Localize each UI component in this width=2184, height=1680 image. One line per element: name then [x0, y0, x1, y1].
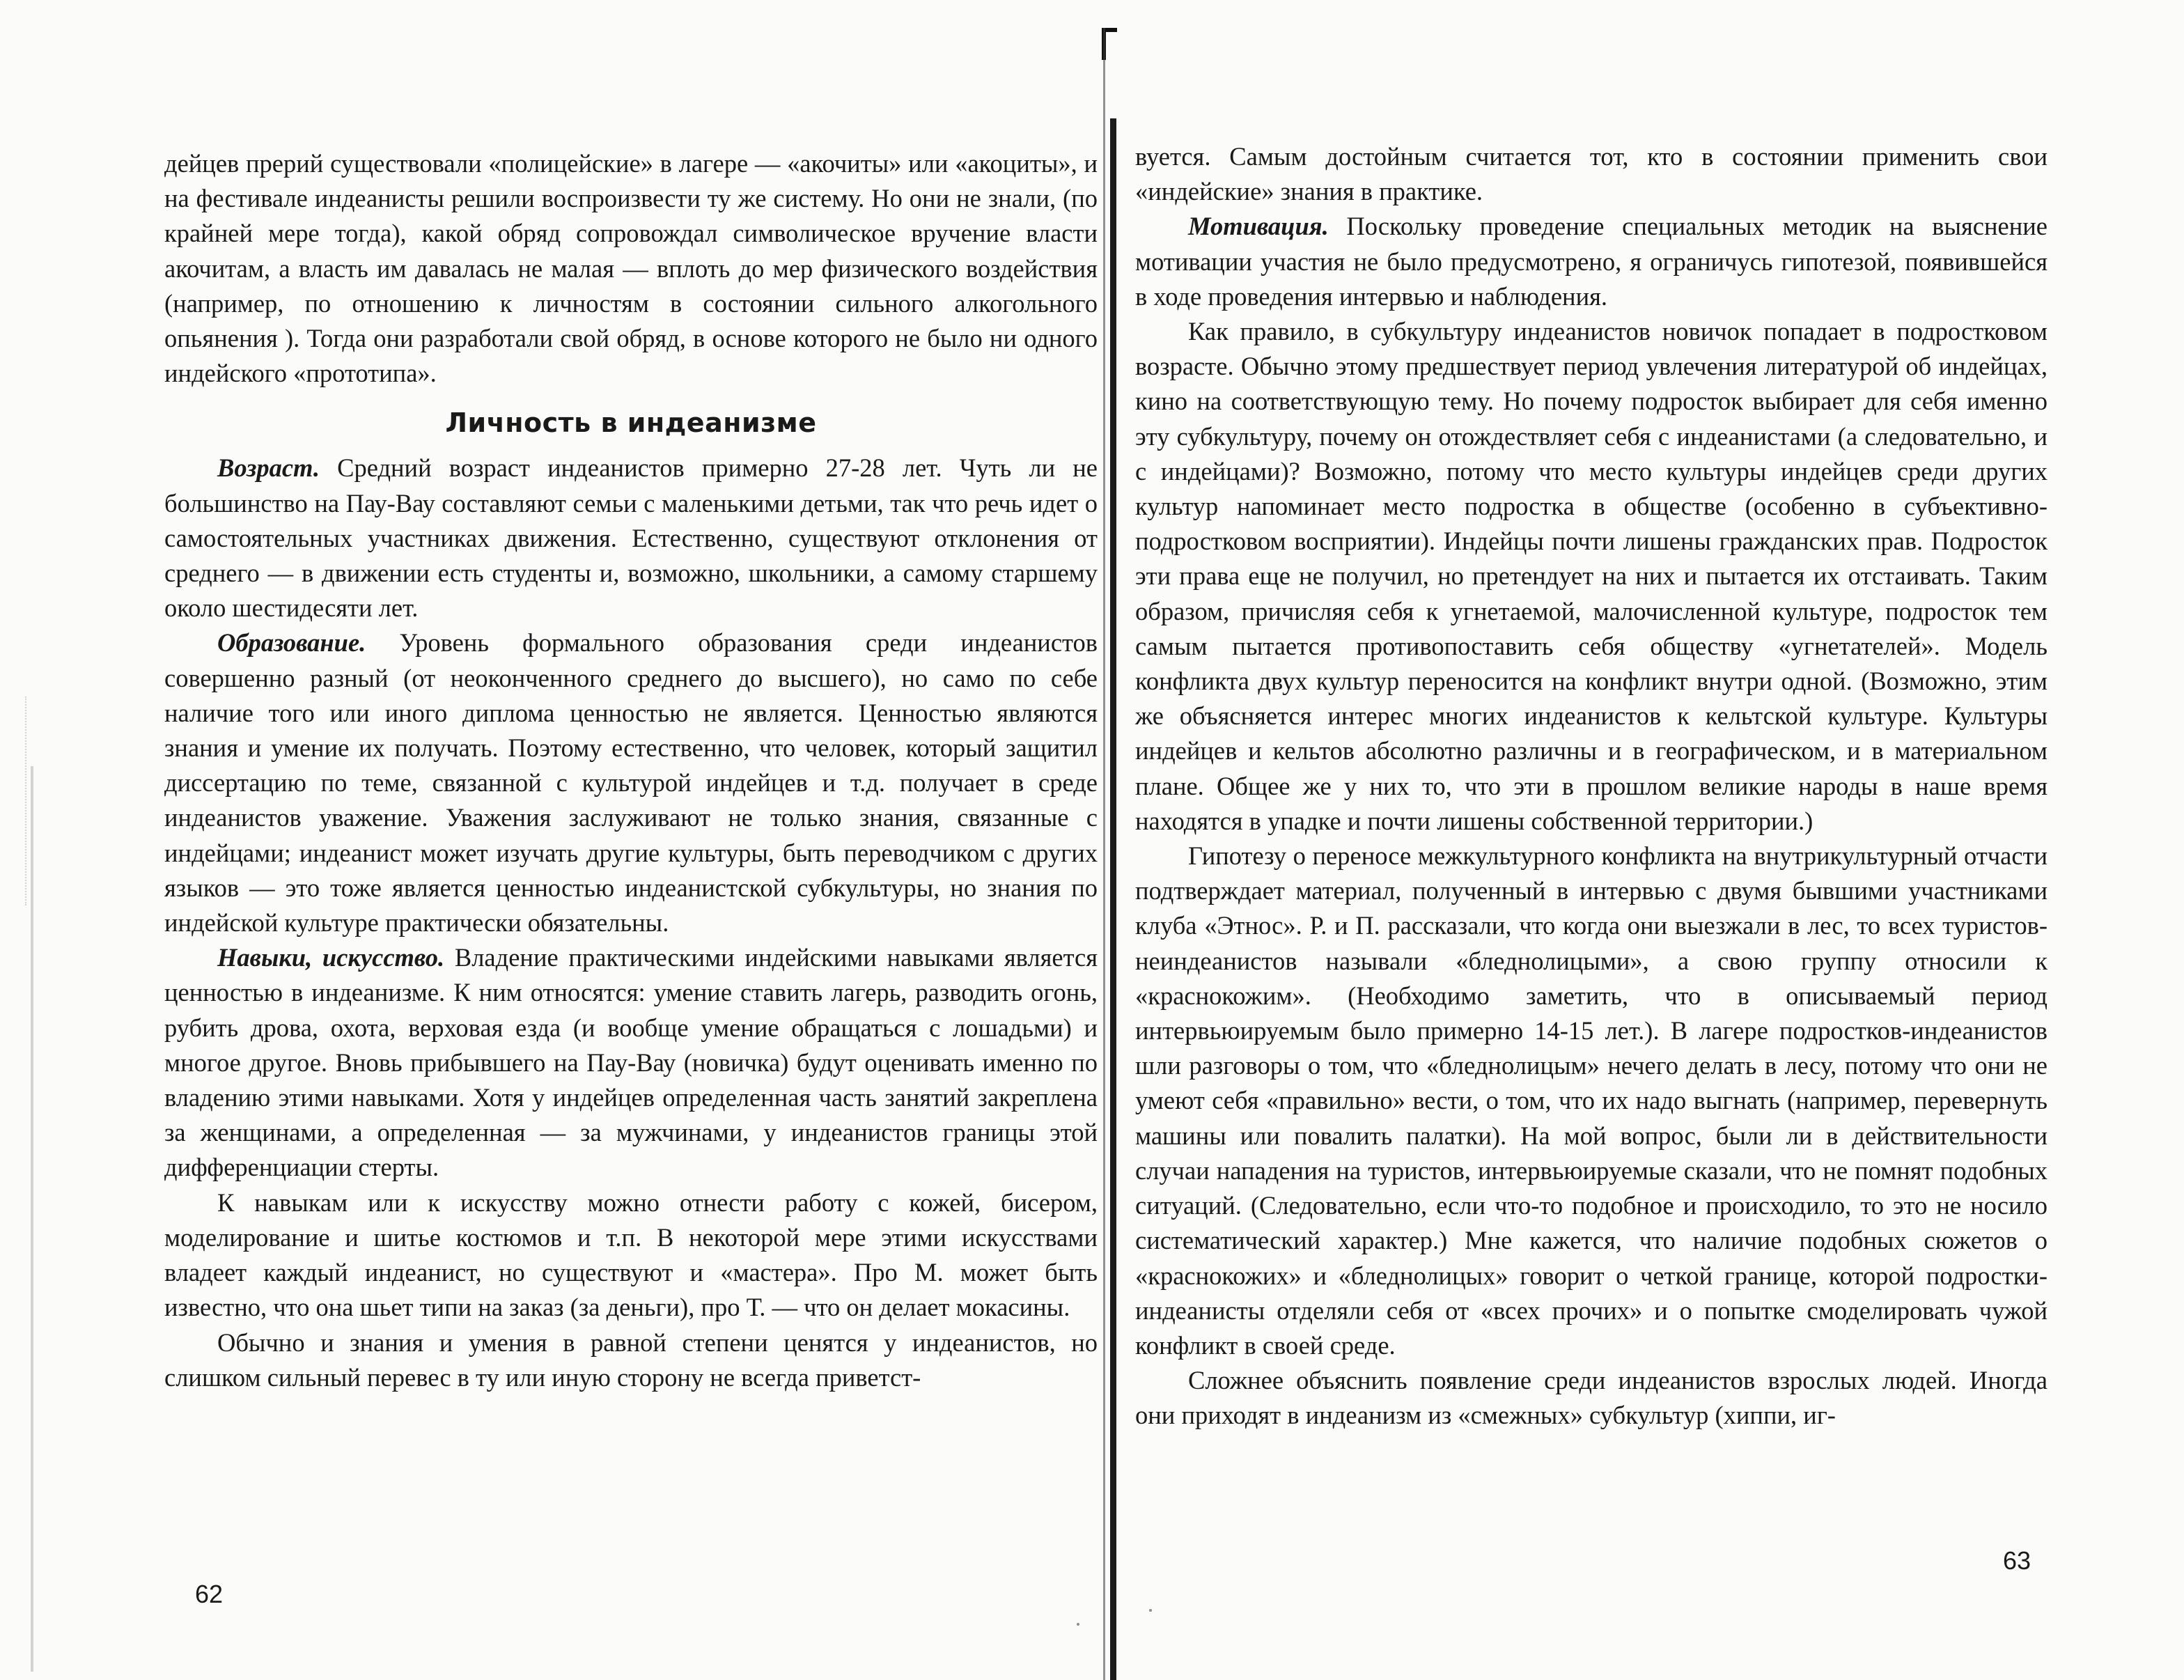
left-paragraph-education	[164, 625, 1098, 940]
left-paragraph-balance	[164, 1325, 1098, 1395]
paragraph-text: Поскольку проведение специальных методик на выяснение мотивации участия не было предусмотрено, я ограничусь гипотезой, появившейся в ходе проведения интервью и наблюдения.	[1135, 212, 2048, 311]
right-page	[1135, 139, 2048, 1433]
right-paragraph-motivation	[1135, 209, 2048, 314]
left-paragraph-skills	[164, 940, 1098, 1185]
left-page	[164, 146, 1098, 1395]
scan-speck	[1149, 1609, 1152, 1612]
paragraph-text: Сложнее объяснить появление среди индеанистов взрослых людей. Иногда они приходят в индеанизм из «смежных» субкультур (хиппи, иг-	[1135, 1366, 2048, 1430]
left-paragraph-age	[164, 451, 1098, 625]
paragraph-text: Обычно и знания и умения в равной степени ценятся у индеанистов, но слишком сильный перевес в ту или иную сторону не всегда приветст-	[164, 1328, 1098, 1392]
right-paragraph-hypothesis	[1135, 839, 2048, 1363]
paragraph-text: Гипотезу о переносе межкультурного конфликта на внутрикультурный отчасти подтверждает материал, полученный в интервью с двумя бывшими участниками клуба «Этнос». Р. и П. рассказали, что когда они выезжали в лес, то всех туристов-неиндеанистов называли «бледнолицыми», а свою группу относили к «краснокожим». (Необходимо заметить, что в описываемый период интервьюируемым было примерно 14-15 лет.). В лагере подростков-индеанистов шли разговоры о том, что «бледнолицым» нечего делать в лесу, потому что они не умеют себя «правильно» вести, о том, что их надо выгнать (например, перевернуть машины или повалить палатки). На мой вопрос, были ли в действительности случаи нападения на туристов, интервьюируемые сказали, что не помнят подобных ситуаций. (Следовательно, если что-то подобное и происходило, то это не носило систематический характер.) Мне кажется, что наличие подобных сюжетов о «краснокожих» и «бледнолицых» говорит о четкой границе, которой подростки-индеанисты отделяли себя от «всех прочих» и о попытке смоделировать чужой конфликт в своей среде.	[1135, 841, 2048, 1360]
paragraph-lead: Навыки, искусство.	[217, 943, 445, 972]
paragraph-lead: Возраст.	[217, 453, 320, 483]
paragraph-lead: Образование.	[217, 628, 366, 658]
paragraph-text: К навыкам или к искусству можно отнести работу с кожей, бисером, моделирование и шитье костюмов и т.п. В некоторой мере этими искусствами владеет каждый индеанист, но существуют и «мастера». Про М. может быть известно, что она шьет типи на заказ (за деньги), про Т. — что он делает мокасины.	[164, 1188, 1098, 1322]
right-paragraph-adults	[1135, 1363, 2048, 1433]
page-number-right: 63	[2003, 1546, 2031, 1575]
gutter-shadow-line	[1103, 28, 1105, 1680]
paragraph-text: Уровень формального образования среди индеанистов совершенно разный (от неоконченного среднего до высшего), но само по себе наличие того или иного диплома ценностью не является. Ценностью являются знания и умение их получать. Поэтому естественно, что человек, который защитил диссертацию по теме, связанной с культурой индейцев и т.д. получает в среде индеанистов уважение. Уважения заслуживают не только знания, связанные с индейцами; индеанист может изучать другие культуры, быть переводчиком с других языков — это тоже является ценностью индеанистской субкультуры, но знания по индейской культуре практически обязательны.	[164, 628, 1098, 938]
paragraph-text: Средний возраст индеанистов примерно 27-28 лет. Чуть ли не большинство на Пау-Вау составляют семьи с маленькими детьми, так что речь идет о самостоятельных участниках движения. Естественно, существуют отклонения от среднего — в движении есть студенты и, возможно, школьники, а самому старшему около шестидесяти лет.	[164, 453, 1098, 623]
right-paragraph-continuation	[1135, 139, 2048, 209]
book-gutter	[1095, 28, 1121, 1680]
gutter-binding-line	[1110, 118, 1116, 1680]
paragraph-text: Владение практическими индейскими навыками является ценностью в индеанизме. К ним относятся: умение ставить лагерь, разводить огонь, рубить дрова, охота, верховая езда (и вообще умение обращаться с лошадьми) и многое другое. Вновь прибывшего на Пау-Вау (новичка) будут оценивать именно по владению этими навыками. Хотя у индейцев определенная часть занятий закреплена за женщинами, а определенная — за мужчинами, у индеанистов границы этой дифференциации стерты.	[164, 943, 1098, 1182]
paragraph-text: вуется. Самым достойным считается тот, кто в состоянии применить свои «индейские» знания в практике.	[1135, 142, 2048, 206]
paragraph-lead: Мотивация.	[1188, 212, 1329, 241]
section-heading: Личность в индеанизме	[445, 407, 817, 439]
left-paragraph-0: дейцев прерий существовали «полицейские» в лагере — «акочиты» или «акоциты», и на фестивале индеанисты решили воспроизвести ту же систему. Но они не знали, (по крайней мере тогда), какой обряд сопровождал символическое вручение власти акочитам, а власть им давалась не малая — вплоть до мер физического воздействия (например, по отношению к личностям в состоянии сильного алкогольного опьянения ). Тогда они разработали свой обряд, в основе которого не было ни одного индейского «прототипа».	[164, 149, 1098, 388]
scan-speck	[1077, 1623, 1079, 1626]
right-paragraph-teenagers	[1135, 314, 2048, 839]
left-paragraph-crafts	[164, 1185, 1098, 1325]
scan-edge-dots	[25, 697, 28, 905]
paragraph-text: Как правило, в субкультуру индеанистов новичок попадает в подростковом возрасте. Обычно этому предшествует период увлечения литературой об индейцах, кино на соответствующую тему. Но почему подросток выбирает для себя именно эту субкультуру, почему он отождествляет себя с индеанистами (а следовательно, и с индейцами)? Возможно, потому что место культуры индейцев среди других культур напоминает место подростка в обществе (особенно в субъективно-подростковом восприятии). Индейцы почти лишены гражданских прав. Подросток эти права еще не получил, но претендует на них и пытается их отстаивать. Таким образом, причисляя себя к угнетаемой, малочисленной культуре, подросток тем самым пытается противопоставить себя обществу «угнетателей». Модель конфликта двух культур переносится на конфликт внутри одной. (Возможно, этим же объясняется интерес многих индеанистов к кельтской культуре. Культуры индейцев и кельтов абсолютно различны и в географическом, и в материальном плане. Общее же у них то, что эти в прошлом великие народы в наше время находятся в упадке и почти лишены собственной территории.)	[1135, 317, 2048, 835]
scan-edge-shadow	[31, 766, 33, 1672]
page-number-left: 62	[195, 1580, 224, 1608]
